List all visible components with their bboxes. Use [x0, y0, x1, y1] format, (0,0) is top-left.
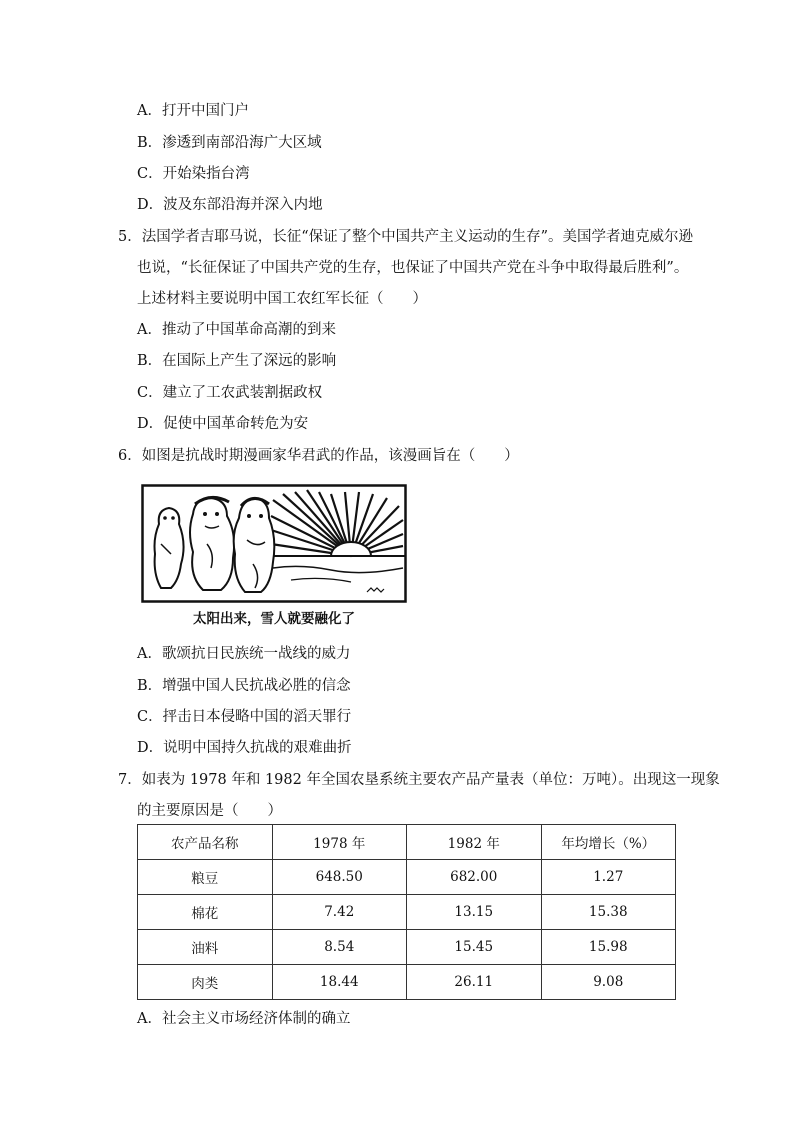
q5-option-c: C．建立了工农武装割据政权 — [137, 385, 323, 401]
table-cell: 18.44 — [272, 965, 407, 1000]
q7-stem-line2: 的主要原因是（ ） — [137, 803, 282, 819]
table-header: 年均增长（%） — [541, 825, 676, 860]
table-cell: 682.00 — [407, 860, 542, 895]
q5-stem-line3: 上述材料主要说明中国工农红军长征（ ） — [137, 291, 427, 307]
table-cell: 15.98 — [541, 930, 676, 965]
q6-option-c: C．抨击日本侵略中国的滔天罪行 — [137, 709, 352, 725]
table-header: 1978 年 — [272, 825, 407, 860]
table-header-row — [138, 825, 676, 860]
q6-stem: 6．如图是抗战时期漫画家华君武的作品，该漫画旨在（ ） — [118, 448, 519, 464]
table-cell: 7.42 — [272, 895, 407, 930]
q5-stem-line1: 5．法国学者吉耶马说，长征“保证了整个中国共产主义运动的生存”。美国学者迪克威尔逊 — [118, 229, 694, 245]
table-cell: 648.50 — [272, 860, 407, 895]
table-row — [138, 860, 676, 895]
q6-option-b: B．增强中国人民抗战必胜的信念 — [137, 678, 351, 694]
q4-option-d: D．波及东部沿海并深入内地 — [137, 197, 323, 213]
table-cell: 8.54 — [272, 930, 407, 965]
table-row — [138, 895, 676, 930]
q5-option-a: A．推动了中国革命高潮的到来 — [137, 322, 336, 338]
table-cell: 油料 — [138, 930, 273, 965]
table-row — [138, 965, 676, 1000]
q4-option-a: A．打开中国门户 — [137, 103, 249, 119]
table-cell: 肉类 — [138, 965, 273, 1000]
table-cell: 1.27 — [541, 860, 676, 895]
table-cell: 粮豆 — [138, 860, 273, 895]
table-cell: 13.15 — [407, 895, 542, 930]
table-cell: 15.38 — [541, 895, 676, 930]
cartoon-snowmen-sun — [141, 484, 407, 603]
table-header: 1982 年 — [407, 825, 542, 860]
q7-option-a: A．社会主义市场经济体制的确立 — [137, 1011, 351, 1027]
cartoon-caption: 太阳出来，雪人就要融化了 — [193, 611, 355, 627]
table-row — [138, 930, 676, 965]
q7-stem-line1: 7．如表为 1978 年和 1982 年全国农垦系统主要农产品产量表（单位：万吨）。出现这一现象 — [118, 772, 720, 788]
q5-stem-line2: 也说，“长征保证了中国共产党的生存，也保证了中国共产党在斗争中取得最后胜利”。 — [137, 260, 689, 276]
q5-option-b: B．在国际上产生了深远的影响 — [137, 353, 337, 369]
table-cell: 15.45 — [407, 930, 542, 965]
table-cell: 9.08 — [541, 965, 676, 1000]
q6-option-a: A．歌颂抗日民族统一战线的威力 — [137, 646, 351, 662]
q6-option-d: D．说明中国持久抗战的艰难曲折 — [137, 740, 352, 756]
table-header: 农产品名称 — [138, 825, 273, 860]
q5-option-d: D．促使中国革命转危为安 — [137, 416, 309, 432]
table-cell: 棉花 — [138, 895, 273, 930]
q4-option-c: C．开始染指台湾 — [137, 166, 250, 182]
table-cell: 26.11 — [407, 965, 542, 1000]
q4-option-b: B．渗透到南部沿海广大区域 — [137, 135, 322, 151]
production-table — [137, 824, 676, 1000]
